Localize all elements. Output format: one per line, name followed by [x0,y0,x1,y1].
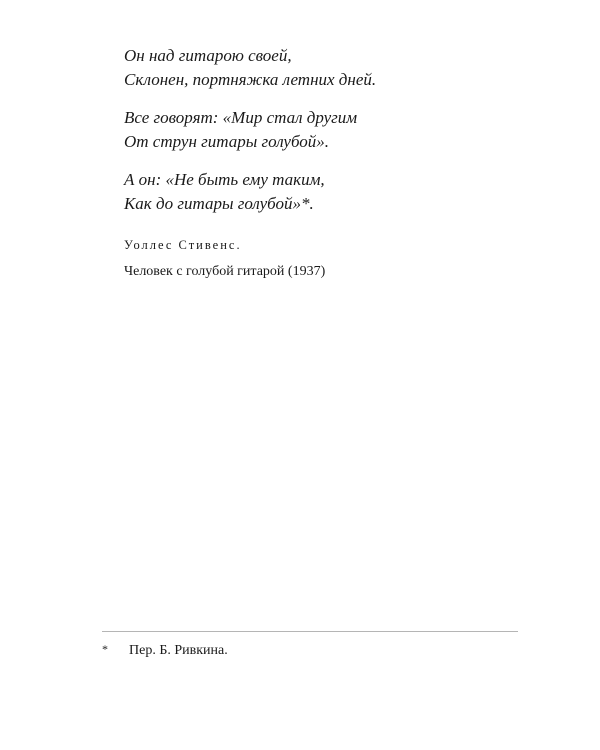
stanza-3 [124,168,524,216]
work-title: Человек с голубой гитарой (1937) [124,264,326,279]
verse-line: Склонен, портняжка летних дней. [124,70,377,89]
footnote [102,639,518,661]
verse-line: Все говорят: «Мир стал другим [124,108,358,127]
verse-line: От струн гитары голубой». [124,132,330,151]
author-name: Уоллес Стивенс. [124,238,242,252]
verse-line: А он: «Не быть ему таким, [124,170,325,189]
epigraph-attribution [124,236,524,282]
stanza-2 [124,106,524,154]
verse-line: Он над гитарою своей, [124,46,292,65]
footnote-divider [102,631,518,632]
verse-line: Как до гитары голубой»*. [124,194,314,213]
epigraph [124,44,524,282]
footnote-marker: * [102,642,108,656]
stanza-1 [124,44,524,92]
footnote-text: Пер. Б. Ривкина. [129,643,228,658]
